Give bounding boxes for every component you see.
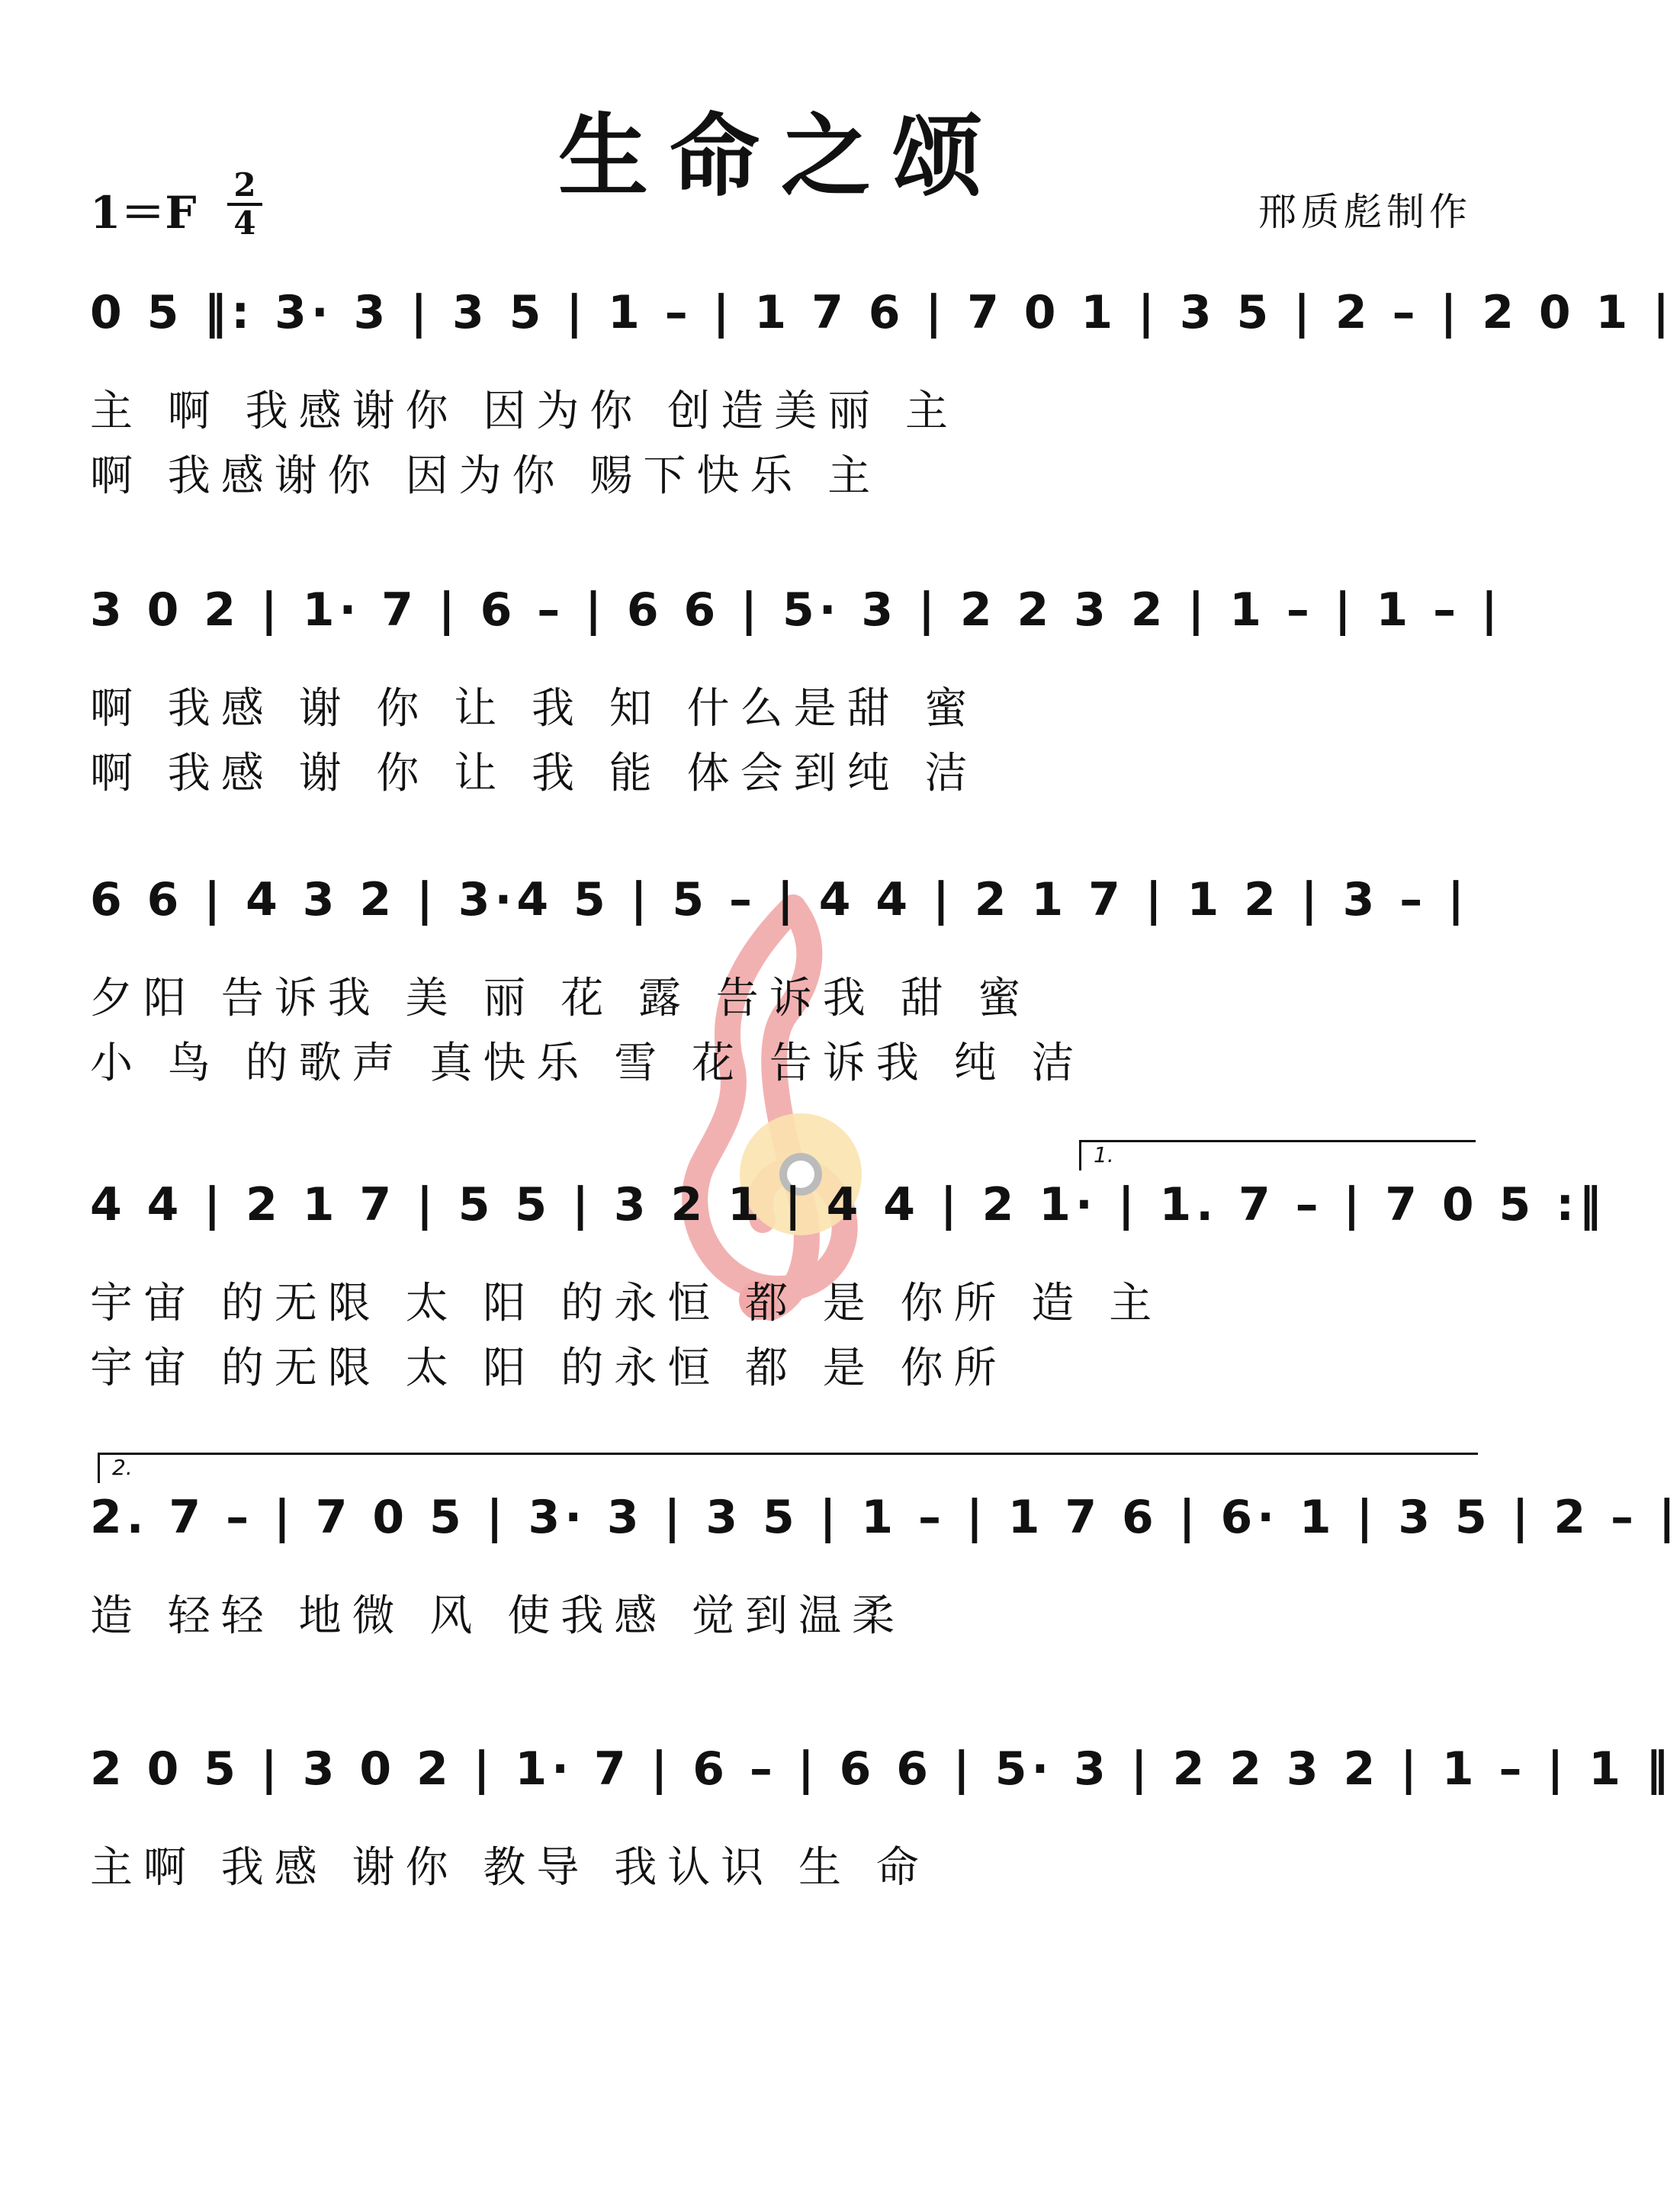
credit: 邢质彪制作 [1258, 190, 1472, 234]
notation-line: 2 0 5 | 3 0 2 | 1· 7 | 6 – | 6 6 | 5· 3 | 2 2 3 2 | 1 – | 1 ‖ [90, 1742, 1673, 1796]
volta-second-ending-label: 2. [112, 1455, 133, 1480]
volta-first-ending [1079, 1140, 1476, 1170]
lyric-line: 主 啊 我感谢你 因为你 创造美丽 主 [90, 387, 959, 436]
lyric-line: 啊 我感 谢 你 让 我 知 什么是甜 蜜 [90, 684, 978, 734]
lyric-line: 啊 我感 谢 你 让 我 能 体会到纯 洁 [90, 749, 978, 798]
key-signature: 1＝F [90, 187, 197, 239]
time-signature [227, 166, 262, 242]
lyric-line: 宇宙 的无限 太 阳 的永恒 都 是 你所 造 主 [90, 1279, 1163, 1328]
time-signature-top: 2 [233, 166, 256, 204]
song-title: 生命之颂 [557, 103, 1004, 209]
notation-line: 4 4 | 2 1 7 | 5 5 | 3 2 1 | 4 4 | 2 1· | 1. 7 – | 7 0 5 :‖ [90, 1178, 1607, 1231]
lyric-line: 主啊 我感 谢你 教导 我认识 生 命 [90, 1843, 930, 1893]
lyric-line: 宇宙 的无限 太 阳 的永恒 都 是 你所 [90, 1344, 1007, 1393]
lyric-line: 啊 我感谢你 因为你 赐下快乐 主 [90, 451, 882, 501]
notation-line: 0 5 ‖: 3· 3 | 3 5 | 1 – | 1 7 6 | 7 0 1 | 3 5 | 2 – | 2 0 1 | [90, 286, 1675, 339]
volta-first-ending-label: 1. [1094, 1142, 1114, 1167]
notation-line: 2. 7 – | 7 0 5 | 3· 3 | 3 5 | 1 – | 1 7 6 | 6· 1 | 3 5 | 2 – | [90, 1491, 1680, 1544]
lyric-line: 小 鸟 的歌声 真快乐 雪 花 告诉我 纯 洁 [90, 1039, 1085, 1088]
treble-clef-watermark-icon [686, 892, 885, 1334]
lyric-line: 夕阳 告诉我 美 丽 花 露 告诉我 甜 蜜 [90, 974, 1032, 1023]
notation-line: 6 6 | 4 3 2 | 3·4 5 | 5 – | 4 4 | 2 1 7 | 1 2 | 3 – | [90, 873, 1470, 926]
volta-second-ending [98, 1453, 1478, 1483]
lyric-line: 造 轻轻 地微 风 使我感 觉到温柔 [90, 1591, 906, 1641]
time-signature-bottom: 4 [233, 204, 256, 242]
notation-line: 3 0 2 | 1· 7 | 6 – | 6 6 | 5· 3 | 2 2 3 2 | 1 – | 1 – | [90, 583, 1502, 637]
